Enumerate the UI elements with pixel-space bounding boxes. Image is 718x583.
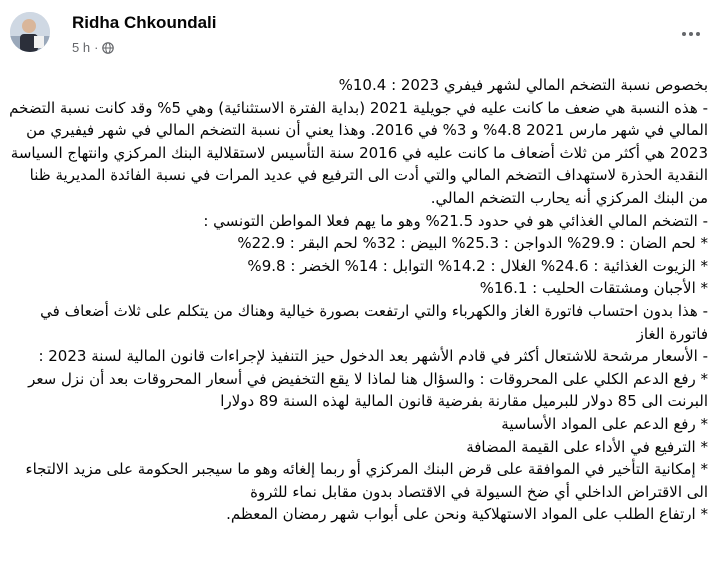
post-line: - هذا بدون احتساب فاتورة الغاز والكهرباء والتي ارتفعت بصورة خيالية وهناك من يتكلم على ثلاث أضعاف في فاتورة الغاز (40, 301, 708, 343)
post-line: * إمكانية التأخير في الموافقة على قرض البنك المركزي أو ربما إلغائه وهو ما سيجبر الحكومة على مزيد الالتجاء الى الاقتراض الداخلي أي ضخ السيولة في الاقتصاد بدون مقابل نماء للثروة (25, 460, 708, 501)
author-avatar[interactable] (10, 12, 50, 52)
post-line: * الترفيع في الأداء على القيمة المضافة (466, 437, 708, 456)
more-options-icon (696, 32, 700, 36)
more-options-icon (682, 32, 686, 36)
post-line: - هذه النسبة هي ضعف ما كانت عليه في جويلية 2021 (بداية الفترة الاستثنائية) وهي 5% وقد كانت نسبة التضخم المالي في شهر مارس 2021 4.8% و 3% في 2016. وهذا يعني أن نسبة التضخم المالي في شهر فيفيري من 2023 هي أكثر من ثلاث أضعاف ما كانت عليه في 2016 سنة التأسيس لاستقلالية البنك المركزي وانتهاج السياسة النقدية الحذرة لاستهداف التضخم المالي والتي أدت الى الترفيع في عديد المرات في نسبة الفائدة المديرية ظنا من البنك المركزي أنه يحارب التضخم المالي. (9, 98, 708, 207)
post-line: - التضخم المالي الغذائي هو في حدود 21.5% وهو ما يهم فعلا المواطن التونسي : (203, 211, 708, 230)
post-meta (72, 40, 114, 55)
post-body (6, 74, 708, 526)
post-line: - الأسعار مرشحة للاشتعال أكثر في قادم الأشهر بعد الدخول حيز التنفيذ لإجراءات قانون المالية لسنة 2023 : (38, 347, 708, 366)
author-name[interactable]: Ridha Chkoundali (72, 13, 217, 32)
more-options-button[interactable] (676, 22, 706, 46)
post-line: بخصوص نسبة التضخم المالي لشهر فيفري 2023 : 10.4% (338, 76, 708, 94)
post-line: * رفع الدعم الكلي على المحروقات : والسؤال هنا لماذا لا يقع التخفيض في أسعار المحروقات بعد أن نزل سعر البرنت الى 85 دولار للبرميل مقارنة بفرضية قانون المالية لهذه السنة 89 دولارا (28, 369, 708, 411)
post-timestamp[interactable]: 5 h (72, 40, 91, 55)
post-line: * لحم الضان : 29.9% الدواجن : 25.3% البيض : 32% لحم البقر : 22.9% (237, 234, 708, 253)
more-options-icon (689, 32, 693, 36)
post-line: * الزيوت الغذائية : 24.6% الغلال : 14.2% التوابل : 14% الخضر : 9.8% (247, 256, 708, 275)
post-line: * ارتفاع الطلب على المواد الاستهلاكية ونحن على أبواب شهر رمضان المعظم. (226, 505, 708, 524)
meta-separator: · (94, 40, 99, 55)
post-header (0, 0, 718, 72)
post-line: * رفع الدعم على المواد الأساسية (501, 414, 708, 433)
post-line: * الأجبان ومشتقات الحليب : 16.1% (479, 279, 708, 298)
profile-photo-icon (10, 12, 50, 52)
globe-icon[interactable] (102, 42, 114, 54)
